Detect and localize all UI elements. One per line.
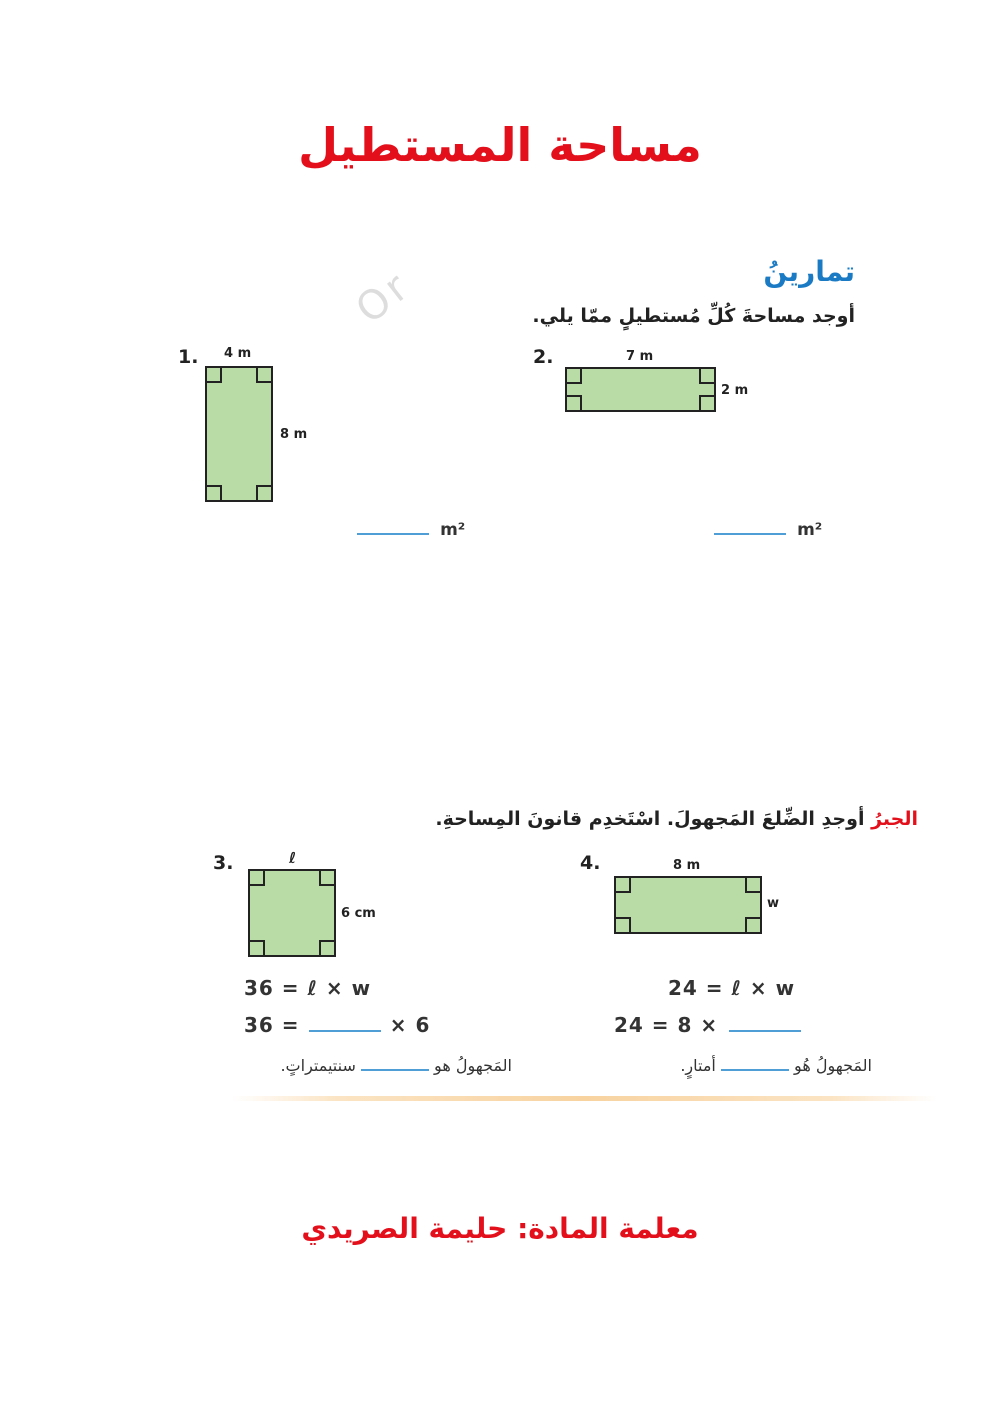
exercise-3-top-label: ℓ (289, 849, 297, 867)
right-angle-marker (256, 368, 271, 383)
page-title: مساحة المستطيل (298, 118, 702, 172)
right-angle-marker (250, 871, 265, 886)
exercise-1-unit: m² (440, 520, 466, 540)
exercise-2-width-label: 7 m (626, 349, 654, 364)
exercise-1-rectangle (205, 366, 273, 502)
right-angle-marker (699, 395, 714, 410)
right-angle-marker (250, 940, 265, 955)
exercise-2-rectangle (565, 367, 716, 412)
right-angle-marker (699, 369, 714, 384)
exercise-4-sentence-end: أمتارٍ. (680, 1056, 716, 1075)
exercise-3-sentence (280, 1055, 512, 1075)
exercise-1-answer (357, 519, 465, 540)
exercise-4-eq2-left: 24 = 8 × (614, 1013, 719, 1037)
watermark: Or (347, 262, 420, 333)
exercise-2-number: 2. (533, 346, 554, 368)
exercise-4-number: 4. (580, 852, 601, 874)
right-angle-marker (207, 485, 222, 500)
right-angle-marker (745, 878, 760, 893)
exercise-4-rectangle (614, 876, 762, 934)
exercise-3-sentence-end: سنتيمتراتٍ. (280, 1056, 356, 1075)
exercise-4-sentence (680, 1055, 872, 1075)
right-angle-marker (256, 485, 271, 500)
exercise-3-number: 3. (213, 852, 234, 874)
exercise-3-sentence-start: المَجهولُ هو (434, 1056, 512, 1075)
exercise-1-answer-blank[interactable] (357, 519, 429, 535)
exercise-2-answer-blank[interactable] (714, 519, 786, 535)
exercises-heading: تمارينُ (763, 255, 855, 288)
right-angle-marker (567, 369, 582, 384)
teacher-credit: معلمة المادة: حليمة الصريدي (301, 1212, 699, 1245)
exercises-instruction: أوجد مساحةَ كُلِّ مُستطيلٍ ممّا يلي. (532, 305, 855, 327)
exercise-2-answer (714, 519, 822, 540)
exercise-2-unit: m² (797, 520, 823, 540)
right-angle-marker (616, 878, 631, 893)
exercise-4-equation-1: 24 = ℓ × w (668, 976, 796, 1000)
exercise-3-eq2-blank[interactable] (309, 1016, 381, 1032)
exercise-1-width-label: 4 m (224, 346, 252, 361)
exercise-1-height-label: 8 m (280, 427, 308, 442)
exercise-3-eq2-left: 36 = (244, 1013, 300, 1037)
right-angle-marker (207, 368, 222, 383)
exercise-4-top-label: 8 m (673, 858, 701, 873)
algebra-instruction (435, 808, 918, 830)
right-angle-marker (616, 917, 631, 932)
exercise-3-equation-1: 36 = ℓ × w (244, 976, 372, 1000)
right-angle-marker (745, 917, 760, 932)
decorative-divider (232, 1096, 937, 1101)
exercise-2-height-label: 2 m (721, 383, 749, 398)
exercise-3-square (248, 869, 336, 957)
right-angle-marker (567, 395, 582, 410)
exercise-3-equation-2 (244, 1013, 430, 1037)
exercise-1-number: 1. (178, 346, 199, 368)
algebra-instruction-text: أوجدِ الضِّلعَ المَجهولَ. اسْتَخدِم قانونَ المِساحةِ. (435, 808, 865, 830)
exercise-3-side-label: 6 cm (341, 906, 376, 921)
right-angle-marker (319, 940, 334, 955)
exercise-3-sentence-blank[interactable] (361, 1055, 429, 1071)
exercise-4-sentence-start: المَجهولُ هُو (794, 1056, 872, 1075)
exercise-3-eq2-right: × 6 (389, 1013, 431, 1037)
exercise-4-eq2-blank[interactable] (729, 1016, 801, 1032)
exercise-4-equation-2 (614, 1013, 801, 1037)
exercise-4-side-label: w (767, 896, 780, 911)
algebra-label: الجبرُ (871, 808, 918, 830)
right-angle-marker (319, 871, 334, 886)
exercise-4-sentence-blank[interactable] (721, 1055, 789, 1071)
